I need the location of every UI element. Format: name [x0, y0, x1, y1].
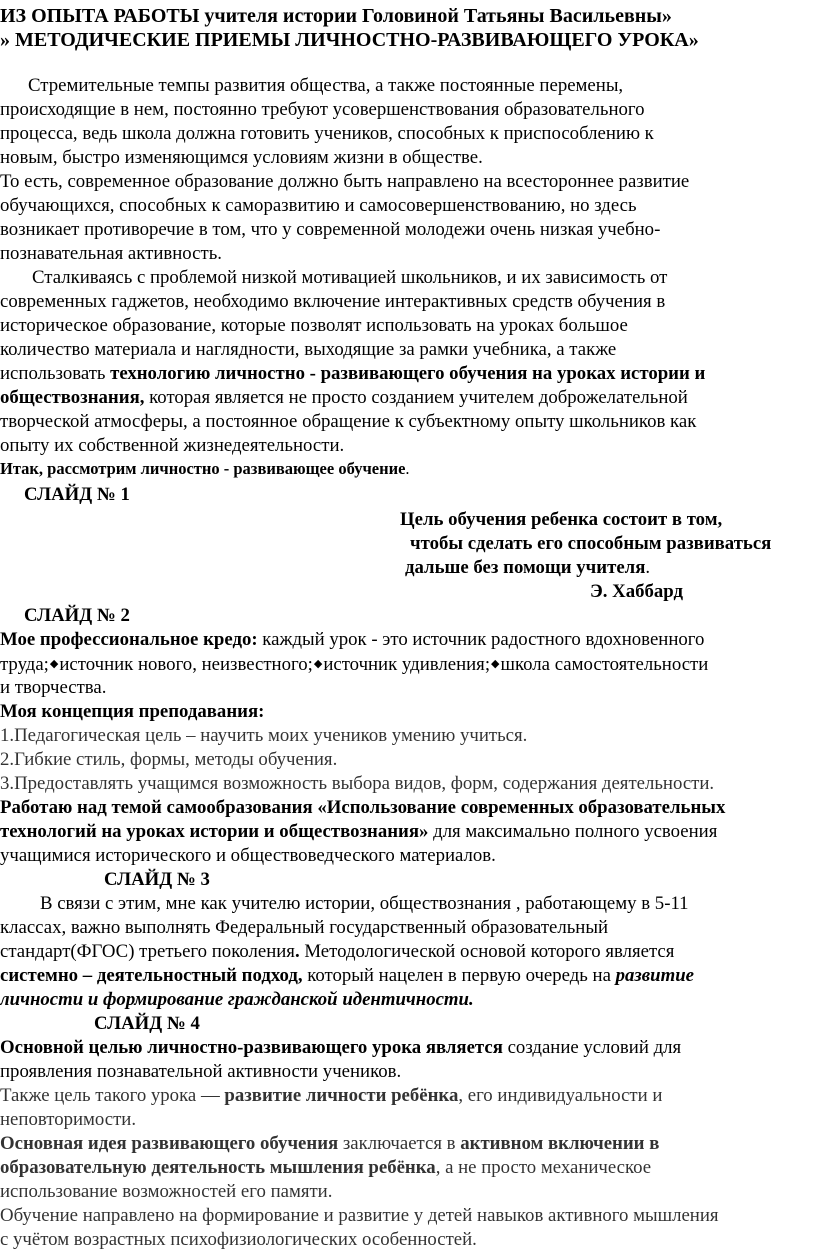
concept-item-1: 1.Педагогическая цель – научить моих учеников умению учиться.: [0, 725, 528, 746]
concept-item-3: 3.Предоставлять учащимся возможность выбора видов, форм, содержания деятельности.: [0, 773, 715, 794]
intro-line-4: новым, быстро изменяющимся условиям жизни в обществе.: [0, 147, 483, 168]
slide4-heading: СЛАЙД № 4: [94, 1013, 200, 1034]
idea-text: заключается в: [338, 1133, 461, 1154]
credo-text: источник удивления;: [323, 654, 491, 675]
credo-text: каждый урок - это источник радостного вдохновенного: [257, 629, 705, 650]
slide3-text: Методологической основой которого является: [299, 941, 675, 962]
idea-line-1: [0, 1132, 659, 1156]
personality-bold: развитие личности ребёнка: [224, 1085, 459, 1106]
concept-item-2: 2.Гибкие стиль, формы, методы обучения.: [0, 749, 338, 770]
theme-line-2: [0, 820, 717, 844]
idea-line-3: использование возможностей его памяти.: [0, 1181, 333, 1202]
intro-line-2: происходящие в нем, постоянно требуют усовершенствования образовательного: [0, 99, 645, 120]
idea-line-2: [0, 1156, 651, 1180]
slide3-line-3: [0, 940, 674, 964]
para2-line-1: Сталкиваясь с проблемой низкой мотивацией школьников, и их зависимость от: [32, 267, 668, 288]
credo-text: источник нового, неизвестного;: [59, 654, 313, 675]
slide3-text: стандарт(ФГОС) третьего поколения: [0, 941, 295, 962]
credo-label: Мое профессиональное кредо:: [0, 629, 258, 650]
intro-line-1: Стремительные темпы развития общества, а также постоянные перемены,: [28, 75, 624, 96]
credo-line-3: и творчества.: [0, 677, 107, 698]
intro-line-7: возникает противоречие в том, что у современной молодежи очень низкая учебно-: [0, 219, 661, 240]
credo-text: школа самостоятельности: [500, 654, 709, 675]
thinking-bold: образовательную деятельность мышления ребёнка: [0, 1157, 436, 1178]
theme-line-1: Работаю над темой самообразования «Использование современных образовательных: [0, 797, 726, 818]
credo-line-2: [0, 652, 708, 677]
theme-text: для максимально полного усвоения: [428, 821, 718, 842]
concept-label: Моя концепция преподавания:: [0, 701, 265, 722]
social-studies-bold: обществознания,: [0, 387, 145, 408]
para2-text: которая является не просто созданием учителем доброжелательной: [144, 387, 688, 408]
para2-line-7: творческой атмосферы, а постоянное обращение к субъектному опыту школьников как: [0, 411, 697, 432]
goal-line-2: проявления познавательной активности учеников.: [0, 1061, 402, 1082]
technology-bold: технологию личностно - развивающего обучения на уроках истории и: [110, 363, 706, 384]
active-inclusion-bold: активном включении в: [460, 1133, 660, 1154]
diamond-bullet-icon: ◆: [491, 658, 500, 670]
also-line-2: неповторимости.: [0, 1109, 137, 1130]
also-line-1: [0, 1084, 662, 1108]
development-bold-italic: развитие: [615, 965, 694, 986]
learning-line-2: с учётом возрастных психофизиологических особенностей.: [0, 1229, 477, 1250]
slide3-line-5: личности и формирование гражданской идентичности.: [0, 989, 474, 1010]
para2-line-5: [0, 362, 705, 386]
goal-text: создание условий для: [502, 1037, 682, 1058]
slide3-period: .: [294, 941, 300, 962]
idea-bold: Основная идея развивающего обучения: [0, 1133, 339, 1154]
intro-line-6: обучающихся, способных к саморазвитию и самосовершенствованию, но здесь: [0, 195, 637, 216]
slide3-line-4: [0, 964, 694, 988]
goal-bold: Основной целью личностно-развивающего урока является: [0, 1037, 503, 1058]
title-line-2: » МЕТОДИЧЕСКИЕ ПРИЕМЫ ЛИЧНОСТНО-РАЗВИВАЮЩЕГО УРОКА»: [0, 29, 699, 51]
itak-line: [0, 457, 410, 481]
also-text: Также цель такого урока —: [0, 1085, 225, 1106]
quote-author: Э. Хаббард: [590, 581, 683, 602]
slide3-line-2: классах, важно выполнять Федеральный государственный образовательный: [0, 917, 609, 938]
diamond-bullet-icon: ◆: [313, 658, 323, 670]
intro-line-5: То есть, современное образование должно быть направлено на всестороннее развитие: [0, 171, 690, 192]
slide3-line-1: В связи с этим, мне как учителю истории, обществознания , работающему в 5-11: [40, 893, 689, 914]
also-text: , его индивидуальности и: [458, 1085, 663, 1106]
slide1-heading: СЛАЙД № 1: [24, 484, 130, 505]
para2-text: использовать: [0, 363, 111, 384]
diamond-bullet-icon: ◆: [49, 658, 59, 670]
intro-line-3: процесса, ведь школа должна готовить учеников, способных к приспособлению к: [0, 123, 654, 144]
theme-line-3: учащимися исторического и обществоведческого материалов.: [0, 845, 496, 866]
itak-bold: Итак, рассмотрим личностно - развивающее обучение: [0, 459, 406, 478]
para2-line-2: современных гаджетов, необходимо включение интерактивных средств обучения в: [0, 291, 666, 312]
idea-text: , а не просто механическое: [435, 1157, 652, 1178]
quote-line-1: Цель обучения ребенка состоит в том,: [400, 509, 723, 530]
slide3-text: который нацелен в первую очередь на: [302, 965, 616, 986]
system-approach-bold: системно – деятельностный подход,: [0, 965, 303, 986]
intro-line-8: познавательная активность.: [0, 243, 222, 264]
quote-bold: дальше без помощи учителя: [405, 557, 646, 578]
slide2-heading: СЛАЙД № 2: [24, 605, 130, 626]
para2-line-8: опыту их собственной жизнедеятельности.: [0, 435, 345, 456]
itak-period: .: [405, 459, 410, 478]
quote-line-3: [405, 556, 650, 580]
learning-line-1: Обучение направлено на формирование и развитие у детей навыков активного мышления: [0, 1205, 719, 1226]
quote-line-2: чтобы сделать его способным развиваться: [410, 533, 772, 554]
credo-text: труда;: [0, 654, 49, 675]
credo-line-1: [0, 628, 704, 652]
title-line-1: ИЗ ОПЫТА РАБОТЫ учителя истории Головиной Татьяны Васильевны»: [0, 5, 672, 27]
para2-line-4: количество материала и наглядности, выходящие за рамки учебника, а также: [0, 339, 617, 360]
para2-line-6: [0, 386, 688, 410]
quote-period: .: [645, 557, 651, 578]
slide3-heading: СЛАЙД № 3: [104, 869, 210, 890]
theme-bold: технологий на уроках истории и обществознания»: [0, 821, 429, 842]
goal-line-1: [0, 1036, 681, 1060]
para2-line-3: историческое образование, которые позволят использовать на уроках большое: [0, 315, 628, 336]
